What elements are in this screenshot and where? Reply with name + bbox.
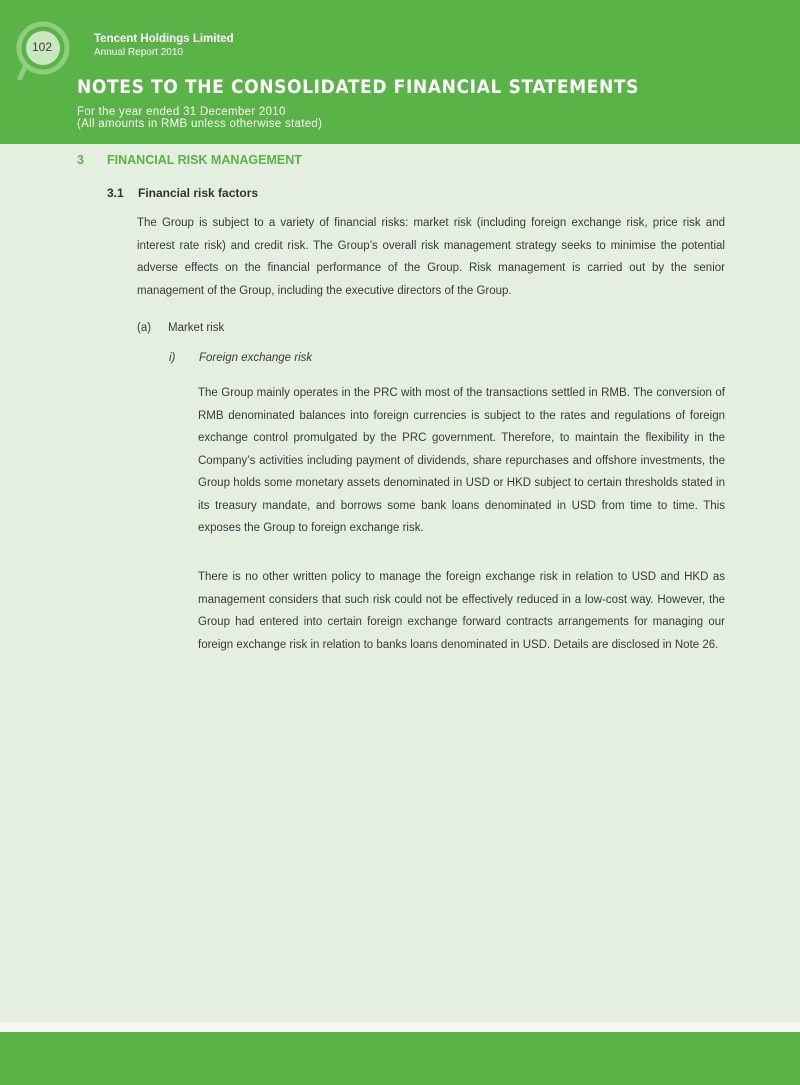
fx-risk-paragraph-1: The Group mainly operates in the PRC with most of the transactions settled in RMB. The conversion of RMB denominated balances into foreign currencies is subject to the rates and regulations of foreign exchange control promulgated by the PRC government. Therefore, to maintain the flexibility in the Company’s activities including payment of dividends, share repurchases and offshore investments, the Group holds some monetary assets denominated in USD or HKD subject to certain thresholds stated in its treasury mandate, and borrows some bank loans denominated in USD from time to time. This exposes the Group to foreign exchange risk. [198,387,725,534]
section-heading: FINANCIAL RISK MANAGEMENT [107,153,302,167]
section-number: 3 [77,153,84,167]
page-title: NOTES TO THE CONSOLIDATED FINANCIAL STATEMENTS [77,76,640,98]
subsection-heading: Financial risk factors [138,186,259,200]
page-header [0,0,800,144]
item-i-label: i) [169,352,176,364]
subtitle-currency-note: (All amounts in RMB unless otherwise stated) [77,118,323,130]
item-a-label: (a) [137,322,152,334]
footer-divider [0,1022,800,1032]
item-a-heading: Market risk [168,322,225,334]
company-name: Tencent Holdings Limited [94,33,234,45]
page-subtitle [77,106,322,130]
intro-paragraph: The Group is subject to a variety of financial risks: market risk (including foreign exchange risk, price risk and interest rate risk) and credit risk. The Group’s overall risk management strategy seeks to minimise the potential adverse effects on the financial performance of the Group. Risk management is carried out by the senior management of the Group, including the executive directors of the Group. [137,217,725,297]
page-number: 102 [31,40,53,54]
page-footer [0,1032,800,1085]
report-name: Annual Report 2010 [94,47,183,58]
subtitle-period: For the year ended 31 December 2010 [77,106,286,118]
fx-risk-paragraph-2: There is no other written policy to manage the foreign exchange risk in relation to USD and HKD as management considers that such risk could not be effectively reduced in a low-cost way. However, the Group had entered into certain foreign exchange forward contracts arrangements for managing our foreign exchange risk in relation to banks loans denominated in USD. Details are disclosed in Note 26. [198,571,725,651]
item-i-heading: Foreign exchange risk [199,352,313,364]
subsection-number: 3.1 [107,186,124,200]
